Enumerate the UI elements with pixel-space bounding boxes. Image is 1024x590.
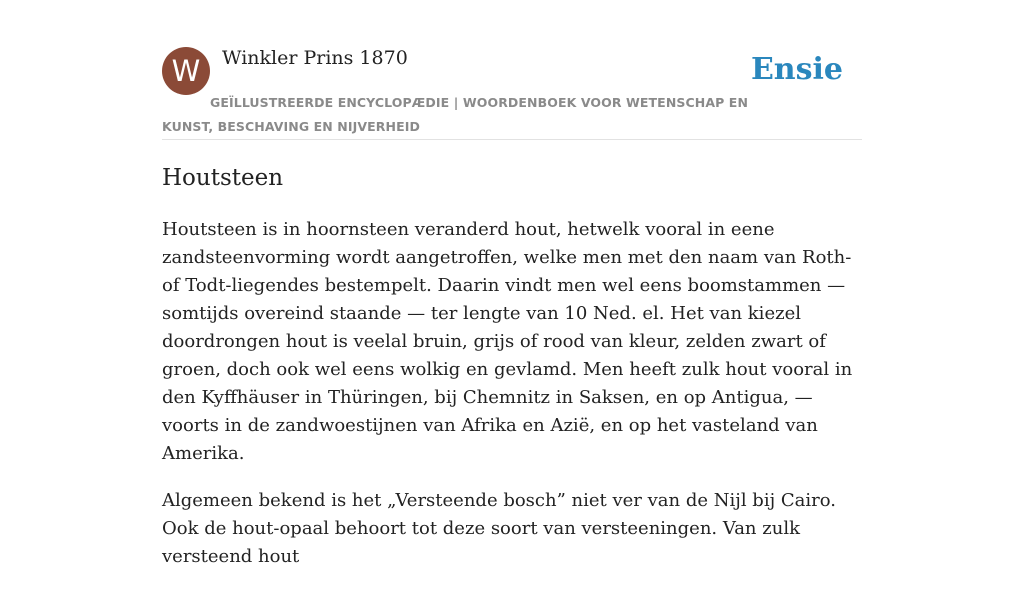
article-paragraph: Houtsteen is in hoornsteen veranderd hout, hetwelk vooral in eene zandsteenvorming wordt aangetroffen, welke men met den naam van Roth- of Todt-liegendes bestempelt. Daarin vindt men wel eens boomstammen — somtijds overeind staande — ter lengte van 10 Ned. el. Het van kiezel doordrongen hout is veelal bruin, grijs of rood van kleur, zelden zwart of groen, doch ook wel eens wolkig en gevlamd. Men heeft zulk hout vooral in den Kyffhäuser in Thüringen, bij Chemnitz in Saksen, en op Antigua, — voorts in de zandwoestijnen van Afrika en Azië, en op het vasteland van Amerika.: [162, 219, 853, 464]
ensie-logo-link[interactable]: Ensie: [750, 52, 843, 87]
article-title: Houtsteen: [162, 165, 284, 191]
source-subtitle: GEÏLLUSTREERDE ENCYCLOPÆDIE | WOORDENBOEK VOOR WETENSCHAP EN KUNST, BESCHAVING EN NIJVERHEID: [162, 95, 749, 134]
source-header: [162, 47, 862, 140]
source-avatar[interactable]: W: [162, 47, 210, 95]
article-body: [162, 216, 870, 590]
article-paragraph: Algemeen bekend is het „Versteende bosch” niet ver van de Nijl bij Cairo. Ook de hout-opaal behoort tot deze soort van versteeningen. Van zulk versteend hout: [162, 490, 836, 567]
source-title[interactable]: Winkler Prins 1870: [222, 47, 408, 69]
